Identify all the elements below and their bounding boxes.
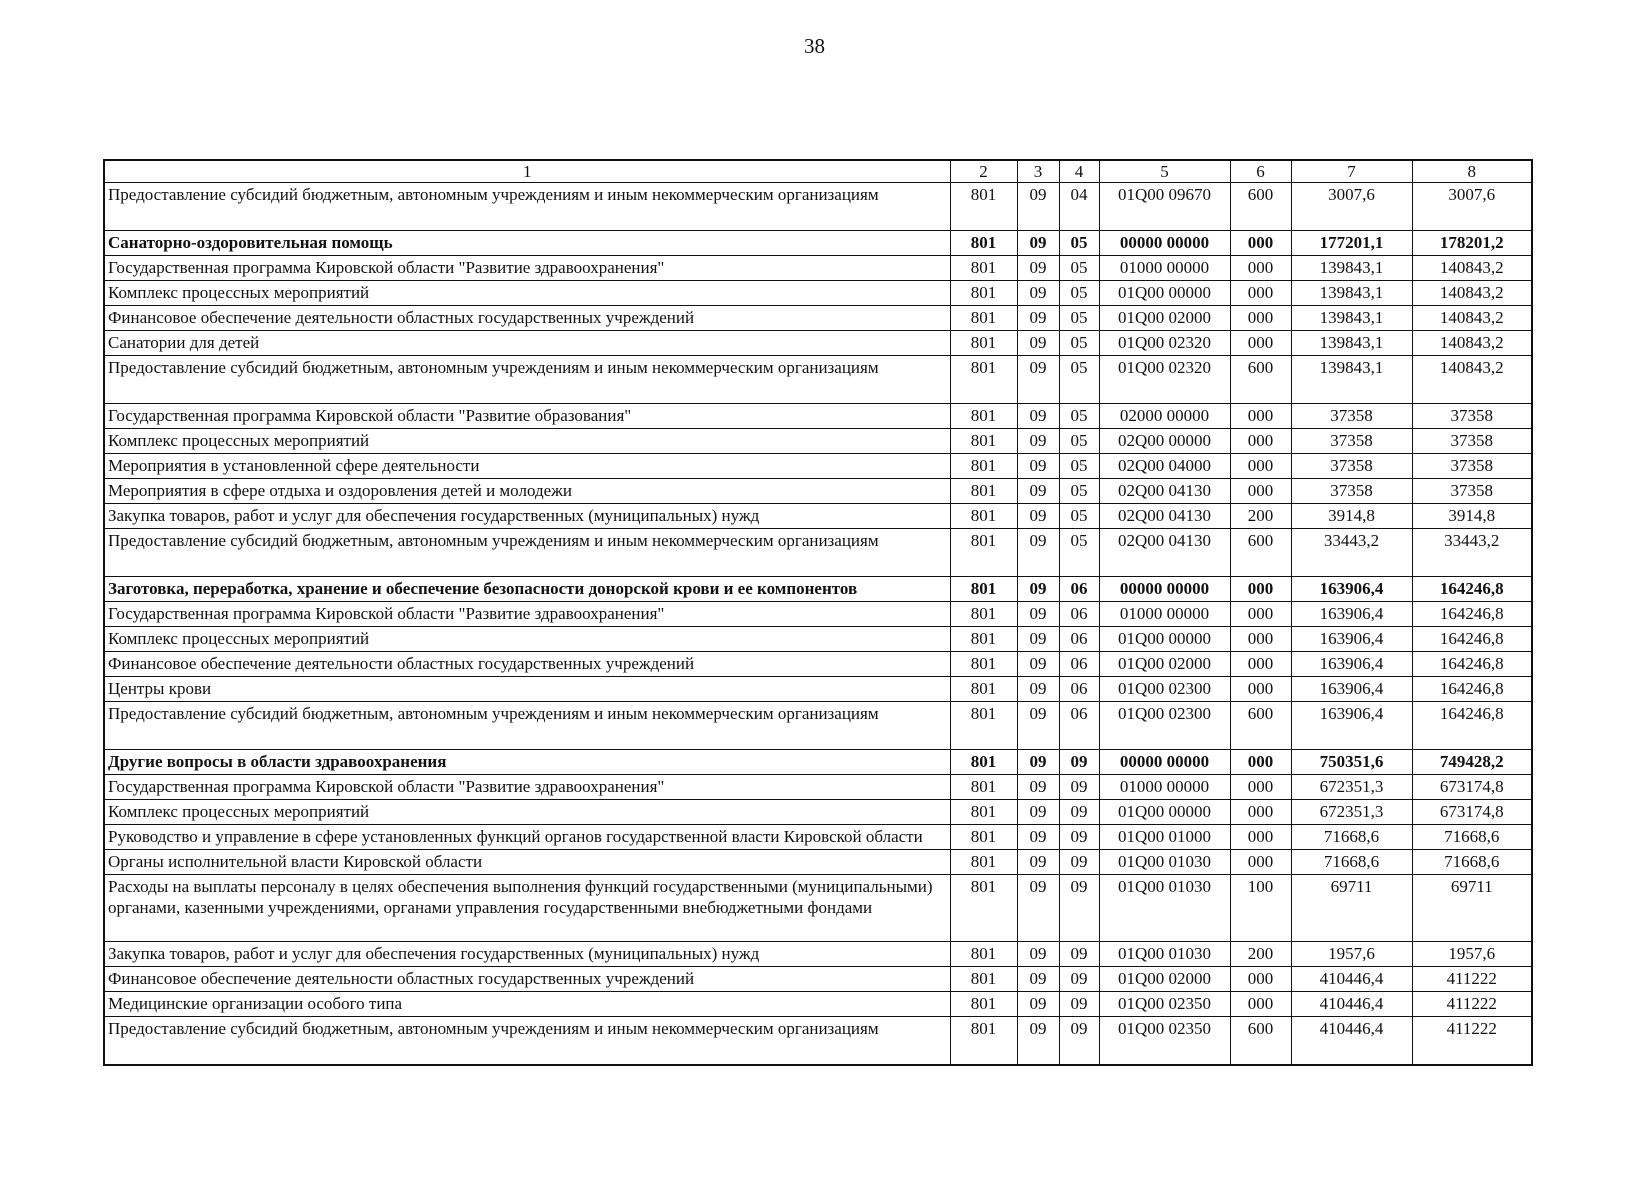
row-target-article: 02Q00 04130 — [1099, 479, 1230, 504]
row-target-article: 01000 00000 — [1099, 602, 1230, 627]
row-chapter: 801 — [950, 602, 1017, 627]
row-subsection: 09 — [1059, 850, 1099, 875]
table-row — [104, 256, 1532, 281]
row-target-article: 02Q00 00000 — [1099, 429, 1230, 454]
row-expense-type: 600 — [1230, 702, 1291, 750]
row-expense-type: 600 — [1230, 356, 1291, 404]
row-subsection: 09 — [1059, 800, 1099, 825]
table-row — [104, 967, 1532, 992]
row-name: Комплекс процессных мероприятий — [104, 627, 950, 652]
row-amount-year1: 1957,6 — [1291, 942, 1412, 967]
row-target-article: 01Q00 00000 — [1099, 627, 1230, 652]
row-section: 09 — [1017, 281, 1059, 306]
row-subsection: 06 — [1059, 602, 1099, 627]
table-row — [104, 356, 1532, 404]
header-col-2: 2 — [950, 160, 1017, 183]
row-chapter: 801 — [950, 331, 1017, 356]
table-row — [104, 702, 1532, 750]
row-target-article: 01Q00 00000 — [1099, 800, 1230, 825]
row-target-article: 00000 00000 — [1099, 231, 1230, 256]
row-amount-year2: 3914,8 — [1412, 504, 1532, 529]
row-amount-year2: 411222 — [1412, 967, 1532, 992]
table-row — [104, 479, 1532, 504]
row-amount-year2: 673174,8 — [1412, 775, 1532, 800]
row-section: 09 — [1017, 479, 1059, 504]
row-name: Государственная программа Кировской области "Развитие здравоохранения" — [104, 602, 950, 627]
row-expense-type: 600 — [1230, 529, 1291, 577]
row-amount-year1: 37358 — [1291, 479, 1412, 504]
header-col-6: 6 — [1230, 160, 1291, 183]
row-amount-year2: 140843,2 — [1412, 256, 1532, 281]
row-section: 09 — [1017, 356, 1059, 404]
row-section: 09 — [1017, 627, 1059, 652]
table-row — [104, 183, 1532, 231]
row-chapter: 801 — [950, 967, 1017, 992]
row-name: Предоставление субсидий бюджетным, автономным учреждениям и иным некоммерческим организациям — [104, 1017, 950, 1066]
row-name: Предоставление субсидий бюджетным, автономным учреждениям и иным некоммерческим организациям — [104, 356, 950, 404]
row-section: 09 — [1017, 183, 1059, 231]
header-col-5: 5 — [1099, 160, 1230, 183]
row-amount-year2: 37358 — [1412, 454, 1532, 479]
row-target-article: 01Q00 00000 — [1099, 281, 1230, 306]
table-row — [104, 429, 1532, 454]
row-chapter: 801 — [950, 677, 1017, 702]
row-amount-year2: 71668,6 — [1412, 825, 1532, 850]
row-target-article: 01Q00 02000 — [1099, 306, 1230, 331]
row-amount-year1: 163906,4 — [1291, 627, 1412, 652]
table-row — [104, 825, 1532, 850]
row-expense-type: 000 — [1230, 231, 1291, 256]
row-amount-year2: 164246,8 — [1412, 677, 1532, 702]
table-row — [104, 800, 1532, 825]
row-target-article: 01Q00 02320 — [1099, 331, 1230, 356]
row-chapter: 801 — [950, 256, 1017, 281]
row-section: 09 — [1017, 677, 1059, 702]
row-amount-year2: 140843,2 — [1412, 331, 1532, 356]
row-amount-year2: 411222 — [1412, 1017, 1532, 1066]
row-subsection: 09 — [1059, 875, 1099, 942]
row-section: 09 — [1017, 256, 1059, 281]
table-row — [104, 942, 1532, 967]
row-amount-year2: 164246,8 — [1412, 577, 1532, 602]
table-row — [104, 850, 1532, 875]
row-name: Государственная программа Кировской области "Развитие образования" — [104, 404, 950, 429]
row-chapter: 801 — [950, 942, 1017, 967]
row-amount-year2: 673174,8 — [1412, 800, 1532, 825]
row-chapter: 801 — [950, 454, 1017, 479]
row-name: Комплекс процессных мероприятий — [104, 281, 950, 306]
row-amount-year1: 37358 — [1291, 404, 1412, 429]
table-row — [104, 331, 1532, 356]
row-amount-year1: 37358 — [1291, 454, 1412, 479]
row-section: 09 — [1017, 306, 1059, 331]
row-chapter: 801 — [950, 1017, 1017, 1066]
row-target-article: 02Q00 04130 — [1099, 529, 1230, 577]
row-expense-type: 000 — [1230, 602, 1291, 627]
row-section: 09 — [1017, 825, 1059, 850]
table-row — [104, 1017, 1532, 1066]
row-chapter: 801 — [950, 231, 1017, 256]
row-chapter: 801 — [950, 875, 1017, 942]
row-name: Другие вопросы в области здравоохранения — [104, 750, 950, 775]
row-subsection: 05 — [1059, 529, 1099, 577]
row-expense-type: 000 — [1230, 306, 1291, 331]
row-subsection: 09 — [1059, 775, 1099, 800]
row-subsection: 06 — [1059, 652, 1099, 677]
row-subsection: 09 — [1059, 942, 1099, 967]
row-amount-year1: 139843,1 — [1291, 356, 1412, 404]
row-amount-year2: 164246,8 — [1412, 602, 1532, 627]
row-expense-type: 000 — [1230, 800, 1291, 825]
table-row — [104, 577, 1532, 602]
row-expense-type: 000 — [1230, 992, 1291, 1017]
table-row — [104, 652, 1532, 677]
row-name: Финансовое обеспечение деятельности областных государственных учреждений — [104, 306, 950, 331]
row-section: 09 — [1017, 577, 1059, 602]
row-expense-type: 000 — [1230, 677, 1291, 702]
row-chapter: 801 — [950, 281, 1017, 306]
row-expense-type: 200 — [1230, 942, 1291, 967]
row-target-article: 01Q00 09670 — [1099, 183, 1230, 231]
row-amount-year2: 749428,2 — [1412, 750, 1532, 775]
row-section: 09 — [1017, 652, 1059, 677]
row-subsection: 09 — [1059, 825, 1099, 850]
row-amount-year2: 1957,6 — [1412, 942, 1532, 967]
row-expense-type: 000 — [1230, 429, 1291, 454]
row-target-article: 00000 00000 — [1099, 577, 1230, 602]
row-target-article: 01Q00 01030 — [1099, 850, 1230, 875]
row-chapter: 801 — [950, 306, 1017, 331]
row-name: Расходы на выплаты персоналу в целях обеспечения выполнения функций государственными (муниципальными) органами, казенными учреждениями, органами управления государственными внебюджетными фондами — [104, 875, 950, 942]
row-amount-year1: 69711 — [1291, 875, 1412, 942]
row-chapter: 801 — [950, 404, 1017, 429]
row-section: 09 — [1017, 1017, 1059, 1066]
row-subsection: 06 — [1059, 702, 1099, 750]
row-amount-year2: 3007,6 — [1412, 183, 1532, 231]
row-target-article: 01Q00 01030 — [1099, 875, 1230, 942]
table-row — [104, 627, 1532, 652]
row-target-article: 01Q00 02350 — [1099, 992, 1230, 1017]
row-amount-year1: 163906,4 — [1291, 677, 1412, 702]
row-expense-type: 000 — [1230, 256, 1291, 281]
row-expense-type: 000 — [1230, 331, 1291, 356]
row-amount-year2: 164246,8 — [1412, 702, 1532, 750]
row-subsection: 09 — [1059, 1017, 1099, 1066]
row-amount-year1: 177201,1 — [1291, 231, 1412, 256]
row-chapter: 801 — [950, 775, 1017, 800]
row-amount-year1: 163906,4 — [1291, 702, 1412, 750]
row-name: Комплекс процессных мероприятий — [104, 429, 950, 454]
header-row — [104, 160, 1532, 183]
row-subsection: 09 — [1059, 992, 1099, 1017]
row-expense-type: 000 — [1230, 825, 1291, 850]
row-expense-type: 000 — [1230, 775, 1291, 800]
row-subsection: 05 — [1059, 306, 1099, 331]
table-row — [104, 306, 1532, 331]
row-amount-year1: 33443,2 — [1291, 529, 1412, 577]
row-amount-year2: 178201,2 — [1412, 231, 1532, 256]
row-amount-year2: 37358 — [1412, 479, 1532, 504]
row-amount-year2: 71668,6 — [1412, 850, 1532, 875]
row-name: Медицинские организации особого типа — [104, 992, 950, 1017]
row-name: Комплекс процессных мероприятий — [104, 800, 950, 825]
row-expense-type: 000 — [1230, 750, 1291, 775]
row-subsection: 05 — [1059, 504, 1099, 529]
row-name: Центры крови — [104, 677, 950, 702]
row-section: 09 — [1017, 875, 1059, 942]
row-chapter: 801 — [950, 702, 1017, 750]
row-name: Санаторно-оздоровительная помощь — [104, 231, 950, 256]
row-name: Закупка товаров, работ и услуг для обеспечения государственных (муниципальных) нужд — [104, 942, 950, 967]
row-amount-year2: 140843,2 — [1412, 306, 1532, 331]
row-target-article: 02Q00 04000 — [1099, 454, 1230, 479]
row-name: Финансовое обеспечение деятельности областных государственных учреждений — [104, 652, 950, 677]
row-target-article: 01Q00 02000 — [1099, 967, 1230, 992]
row-subsection: 05 — [1059, 256, 1099, 281]
header-col-8: 8 — [1412, 160, 1532, 183]
row-expense-type: 000 — [1230, 454, 1291, 479]
row-amount-year1: 410446,4 — [1291, 1017, 1412, 1066]
table-row — [104, 281, 1532, 306]
row-amount-year2: 37358 — [1412, 404, 1532, 429]
row-amount-year2: 33443,2 — [1412, 529, 1532, 577]
row-chapter: 801 — [950, 504, 1017, 529]
row-target-article: 01000 00000 — [1099, 775, 1230, 800]
row-target-article: 01000 00000 — [1099, 256, 1230, 281]
row-chapter: 801 — [950, 992, 1017, 1017]
row-target-article: 02000 00000 — [1099, 404, 1230, 429]
row-section: 09 — [1017, 750, 1059, 775]
row-amount-year1: 71668,6 — [1291, 825, 1412, 850]
row-expense-type: 100 — [1230, 875, 1291, 942]
row-chapter: 801 — [950, 479, 1017, 504]
row-target-article: 00000 00000 — [1099, 750, 1230, 775]
budget-table-container — [103, 159, 1531, 1066]
row-section: 09 — [1017, 702, 1059, 750]
row-subsection: 05 — [1059, 281, 1099, 306]
row-name: Предоставление субсидий бюджетным, автономным учреждениям и иным некоммерческим организациям — [104, 183, 950, 231]
row-amount-year1: 163906,4 — [1291, 577, 1412, 602]
row-amount-year1: 410446,4 — [1291, 992, 1412, 1017]
budget-table — [103, 159, 1533, 1066]
page-number: 38 — [804, 34, 825, 58]
row-section: 09 — [1017, 775, 1059, 800]
row-section: 09 — [1017, 992, 1059, 1017]
row-section: 09 — [1017, 602, 1059, 627]
row-name: Предоставление субсидий бюджетным, автономным учреждениям и иным некоммерческим организациям — [104, 529, 950, 577]
row-amount-year1: 3007,6 — [1291, 183, 1412, 231]
row-name: Государственная программа Кировской области "Развитие здравоохранения" — [104, 256, 950, 281]
row-section: 09 — [1017, 800, 1059, 825]
row-target-article: 01Q00 02300 — [1099, 702, 1230, 750]
row-amount-year2: 164246,8 — [1412, 652, 1532, 677]
row-subsection: 05 — [1059, 231, 1099, 256]
row-chapter: 801 — [950, 577, 1017, 602]
row-chapter: 801 — [950, 627, 1017, 652]
row-name: Руководство и управление в сфере установленных функций органов государственной власти Кировской области — [104, 825, 950, 850]
row-section: 09 — [1017, 529, 1059, 577]
row-subsection: 05 — [1059, 356, 1099, 404]
row-target-article: 01Q00 02350 — [1099, 1017, 1230, 1066]
row-section: 09 — [1017, 504, 1059, 529]
table-row — [104, 992, 1532, 1017]
row-expense-type: 000 — [1230, 850, 1291, 875]
table-row — [104, 504, 1532, 529]
row-chapter: 801 — [950, 800, 1017, 825]
row-subsection: 05 — [1059, 429, 1099, 454]
row-name: Закупка товаров, работ и услуг для обеспечения государственных (муниципальных) нужд — [104, 504, 950, 529]
row-amount-year1: 139843,1 — [1291, 281, 1412, 306]
row-name: Мероприятия в сфере отдыха и оздоровления детей и молодежи — [104, 479, 950, 504]
row-expense-type: 600 — [1230, 1017, 1291, 1066]
row-target-article: 01Q00 02300 — [1099, 677, 1230, 702]
row-section: 09 — [1017, 850, 1059, 875]
row-expense-type: 000 — [1230, 479, 1291, 504]
row-section: 09 — [1017, 942, 1059, 967]
row-subsection: 09 — [1059, 750, 1099, 775]
row-section: 09 — [1017, 331, 1059, 356]
table-row — [104, 529, 1532, 577]
row-subsection: 06 — [1059, 627, 1099, 652]
row-subsection: 05 — [1059, 479, 1099, 504]
row-amount-year1: 139843,1 — [1291, 256, 1412, 281]
row-chapter: 801 — [950, 850, 1017, 875]
row-amount-year2: 140843,2 — [1412, 356, 1532, 404]
row-amount-year1: 163906,4 — [1291, 652, 1412, 677]
row-amount-year2: 164246,8 — [1412, 627, 1532, 652]
row-name: Мероприятия в установленной сфере деятельности — [104, 454, 950, 479]
row-chapter: 801 — [950, 652, 1017, 677]
header-col-1: 1 — [104, 160, 950, 183]
row-section: 09 — [1017, 404, 1059, 429]
row-name: Органы исполнительной власти Кировской области — [104, 850, 950, 875]
row-expense-type: 000 — [1230, 404, 1291, 429]
row-amount-year2: 140843,2 — [1412, 281, 1532, 306]
row-target-article: 02Q00 04130 — [1099, 504, 1230, 529]
row-amount-year1: 139843,1 — [1291, 306, 1412, 331]
row-chapter: 801 — [950, 529, 1017, 577]
row-amount-year1: 672351,3 — [1291, 800, 1412, 825]
row-section: 09 — [1017, 454, 1059, 479]
row-target-article: 01Q00 01000 — [1099, 825, 1230, 850]
row-expense-type: 200 — [1230, 504, 1291, 529]
row-chapter: 801 — [950, 183, 1017, 231]
row-amount-year1: 139843,1 — [1291, 331, 1412, 356]
table-row — [104, 775, 1532, 800]
row-subsection: 06 — [1059, 677, 1099, 702]
row-amount-year1: 750351,6 — [1291, 750, 1412, 775]
row-section: 09 — [1017, 967, 1059, 992]
header-col-3: 3 — [1017, 160, 1059, 183]
row-subsection: 06 — [1059, 577, 1099, 602]
row-chapter: 801 — [950, 750, 1017, 775]
table-row — [104, 231, 1532, 256]
row-subsection: 04 — [1059, 183, 1099, 231]
row-subsection: 09 — [1059, 967, 1099, 992]
table-row — [104, 404, 1532, 429]
header-col-7: 7 — [1291, 160, 1412, 183]
row-expense-type: 600 — [1230, 183, 1291, 231]
row-section: 09 — [1017, 231, 1059, 256]
row-expense-type: 000 — [1230, 281, 1291, 306]
row-subsection: 05 — [1059, 404, 1099, 429]
row-target-article: 01Q00 01030 — [1099, 942, 1230, 967]
table-row — [104, 677, 1532, 702]
row-chapter: 801 — [950, 429, 1017, 454]
row-expense-type: 000 — [1230, 652, 1291, 677]
row-name: Заготовка, переработка, хранение и обеспечение безопасности донорской крови и ее компонентов — [104, 577, 950, 602]
row-amount-year1: 71668,6 — [1291, 850, 1412, 875]
table-row — [104, 750, 1532, 775]
header-col-4: 4 — [1059, 160, 1099, 183]
row-chapter: 801 — [950, 356, 1017, 404]
row-expense-type: 000 — [1230, 967, 1291, 992]
row-amount-year1: 163906,4 — [1291, 602, 1412, 627]
table-row — [104, 602, 1532, 627]
row-expense-type: 000 — [1230, 577, 1291, 602]
row-amount-year2: 37358 — [1412, 429, 1532, 454]
row-target-article: 01Q00 02000 — [1099, 652, 1230, 677]
row-subsection: 05 — [1059, 454, 1099, 479]
table-row — [104, 454, 1532, 479]
row-subsection: 05 — [1059, 331, 1099, 356]
row-amount-year1: 3914,8 — [1291, 504, 1412, 529]
row-amount-year1: 410446,4 — [1291, 967, 1412, 992]
row-section: 09 — [1017, 429, 1059, 454]
row-chapter: 801 — [950, 825, 1017, 850]
row-amount-year2: 411222 — [1412, 992, 1532, 1017]
row-target-article: 01Q00 02320 — [1099, 356, 1230, 404]
row-name: Государственная программа Кировской области "Развитие здравоохранения" — [104, 775, 950, 800]
row-name: Предоставление субсидий бюджетным, автономным учреждениям и иным некоммерческим организациям — [104, 702, 950, 750]
row-amount-year2: 69711 — [1412, 875, 1532, 942]
row-expense-type: 000 — [1230, 627, 1291, 652]
row-amount-year1: 37358 — [1291, 429, 1412, 454]
row-name: Санатории для детей — [104, 331, 950, 356]
row-name: Финансовое обеспечение деятельности областных государственных учреждений — [104, 967, 950, 992]
row-amount-year1: 672351,3 — [1291, 775, 1412, 800]
table-row — [104, 875, 1532, 942]
